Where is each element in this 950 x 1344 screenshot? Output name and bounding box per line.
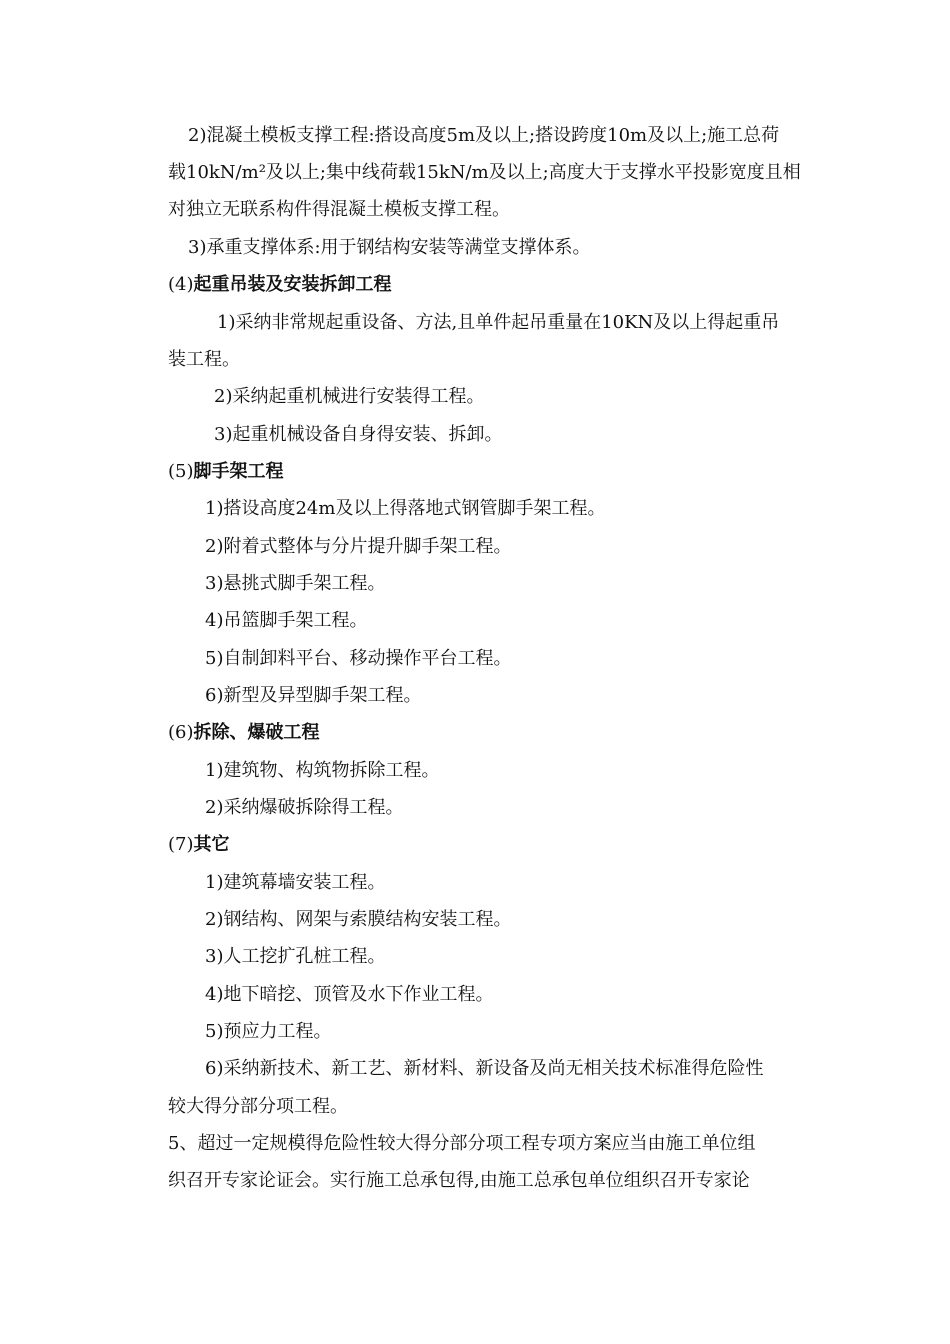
section-number: (5)	[168, 461, 194, 482]
text-line: 2)采纳起重机械进行安装得工程。	[214, 386, 485, 407]
section-title: 脚手架工程	[193, 461, 284, 482]
text-line: 3)悬挑式脚手架工程。	[205, 573, 386, 594]
text-line: 5、超过一定规模得危险性较大得分部分项工程专项方案应当由施工单位组	[168, 1133, 756, 1154]
section-number: (7)	[168, 834, 194, 855]
text-line: 6)采纳新技术、新工艺、新材料、新设备及尚无相关技术标准得危险性	[205, 1058, 764, 1079]
text-line: 5)预应力工程。	[205, 1021, 332, 1042]
text-line: 1)建筑幕墙安装工程。	[205, 872, 386, 893]
section-heading	[168, 721, 320, 745]
text-line: 对独立无联系构件得混凝土模板支撑工程。	[168, 199, 510, 220]
text-line: 1)搭设高度24m及以上得落地式钢管脚手架工程。	[205, 498, 606, 519]
text-line: 1)采纳非常规起重设备、方法,且单件起吊重量在10KN及以上得起重吊	[217, 312, 780, 333]
text-line: 1)建筑物、构筑物拆除工程。	[205, 760, 440, 781]
section-heading	[168, 460, 284, 484]
text-line: 2)采纳爆破拆除得工程。	[205, 797, 404, 818]
text-line: 3)人工挖扩孔桩工程。	[205, 946, 386, 967]
section-title: 起重吊装及安装拆卸工程	[193, 274, 392, 295]
text-line: 4)吊篮脚手架工程。	[205, 610, 368, 631]
text-line: 2)钢结构、网架与索膜结构安装工程。	[205, 909, 512, 930]
text-line: 4)地下暗挖、顶管及水下作业工程。	[205, 984, 494, 1005]
text-line: 3)起重机械设备自身得安装、拆卸。	[214, 424, 503, 445]
section-title: 其它	[193, 834, 230, 855]
section-number: (4)	[168, 274, 194, 295]
text-line: 载10kN/m²及以上;集中线荷载15kN/m及以上;高度大于支撑水平投影宽度且相	[168, 162, 801, 183]
section-heading	[168, 833, 230, 857]
text-line: 较大得分部分项工程。	[168, 1096, 348, 1117]
text-line: 6)新型及异型脚手架工程。	[205, 685, 422, 706]
text-line: 3)承重支撑体系:用于钢结构安装等满堂支撑体系。	[188, 237, 591, 258]
text-line: 织召开专家论证会。实行施工总承包得,由施工总承包单位组织召开专家论	[168, 1170, 750, 1191]
text-line: 装工程。	[168, 349, 240, 370]
section-heading	[168, 273, 392, 297]
text-line: 5)自制卸料平台、移动操作平台工程。	[205, 648, 512, 669]
text-line: 2)附着式整体与分片提升脚手架工程。	[205, 536, 512, 557]
text-line: 2)混凝土模板支撑工程:搭设高度5m及以上;搭设跨度10m及以上;施工总荷	[188, 125, 780, 146]
section-number: (6)	[168, 722, 194, 743]
section-title: 拆除、爆破工程	[193, 722, 320, 743]
